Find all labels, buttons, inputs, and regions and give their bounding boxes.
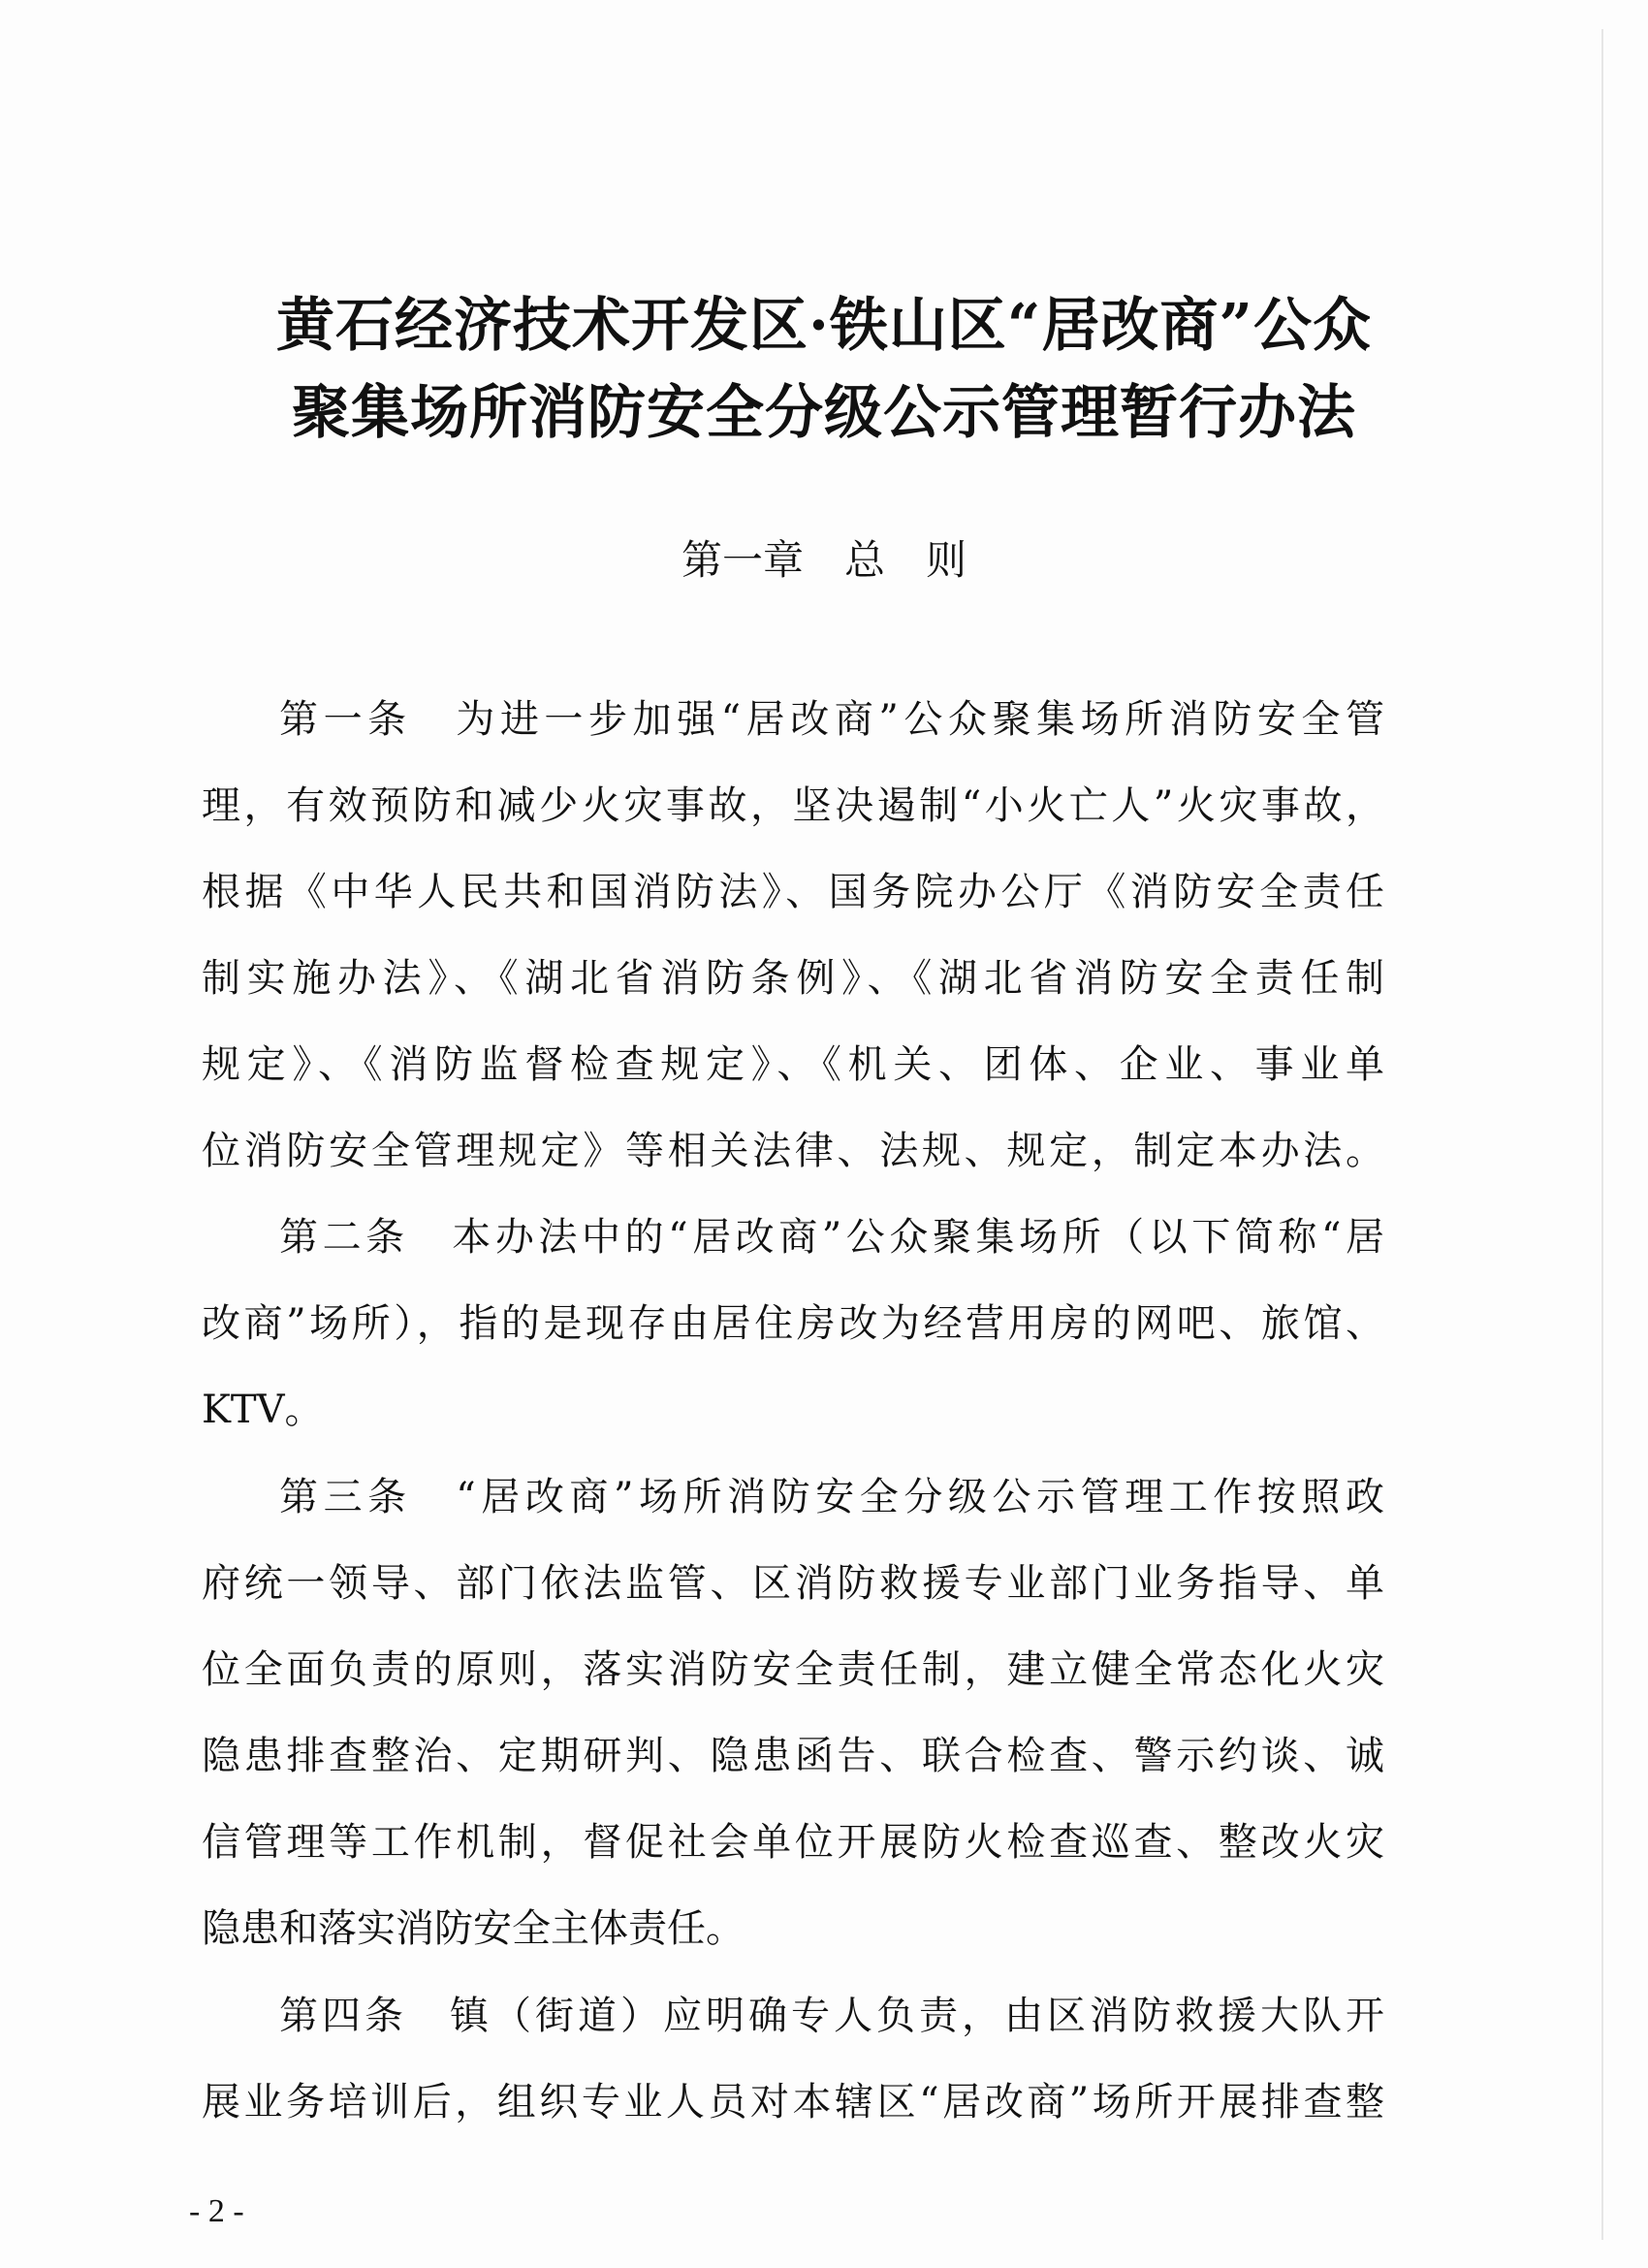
article-3-line-5: 信管理等工作机制，督促社会单位开展防火检查巡查、整改火灾	[202, 1820, 1384, 1865]
article-1-line-1: 第一条 为进一步加强“居改商”公众聚集场所消防安全管	[279, 697, 1384, 742]
article-3-line-6: 隐患和落实消防安全主体责任。	[202, 1906, 745, 1951]
article-4-line-2: 展业务培训后，组织专业人员对本辖区“居改商”场所开展排查整	[202, 2080, 1384, 2124]
article-1-line-6: 位消防安全管理规定》等相关法律、法规、规定，制定本办法。	[202, 1129, 1384, 1173]
article-1-line-4: 制实施办法》、《湖北省消防条例》、《湖北省消防安全责任制	[202, 956, 1384, 1001]
article-3-line-1: 第三条 “居改商”场所消防安全分级公示管理工作按照政	[279, 1475, 1384, 1519]
article-1-line-5: 规定》、《消防监督检查规定》、《机关、团体、企业、事业单	[202, 1042, 1384, 1087]
article-3-line-4: 隐患排查整治、定期研判、隐患函告、联合检查、警示约谈、诚	[202, 1734, 1384, 1778]
scan-edge-line	[1601, 29, 1603, 2240]
article-2-line-1: 第二条 本办法中的“居改商”公众聚集场所（以下简称“居	[279, 1215, 1384, 1260]
article-1-line-3: 根据《中华人民共和国消防法》、国务院办公厅《消防安全责任	[202, 870, 1384, 914]
chapter-heading: 第一章 总 则	[681, 536, 967, 584]
document-title-line-1: 黄石经济技术开发区·铁山区“居改商”公众	[276, 292, 1372, 360]
article-4-line-1: 第四条 镇（街道）应明确专人负责，由区消防救援大队开	[279, 1994, 1384, 2038]
article-2-line-2: 改商”场所），指的是现存由居住房改为经营用房的网吧、旅馆、	[202, 1301, 1384, 1346]
article-3-line-2: 府统一领导、部门依法监管、区消防救援专业部门业务指导、单	[202, 1561, 1384, 1606]
article-1-line-2: 理，有效预防和减少火灾事故，坚决遏制“小火亡人”火灾事故，	[202, 783, 1384, 828]
article-3-line-3: 位全面负责的原则，落实消防安全责任制，建立健全常态化火灾	[202, 1647, 1384, 1692]
article-2-line-3: KTV。	[202, 1388, 324, 1432]
page-number: - 2 -	[189, 2193, 244, 2229]
document-title-line-2: 聚集场所消防安全分级公示管理暂行办法	[292, 379, 1356, 447]
